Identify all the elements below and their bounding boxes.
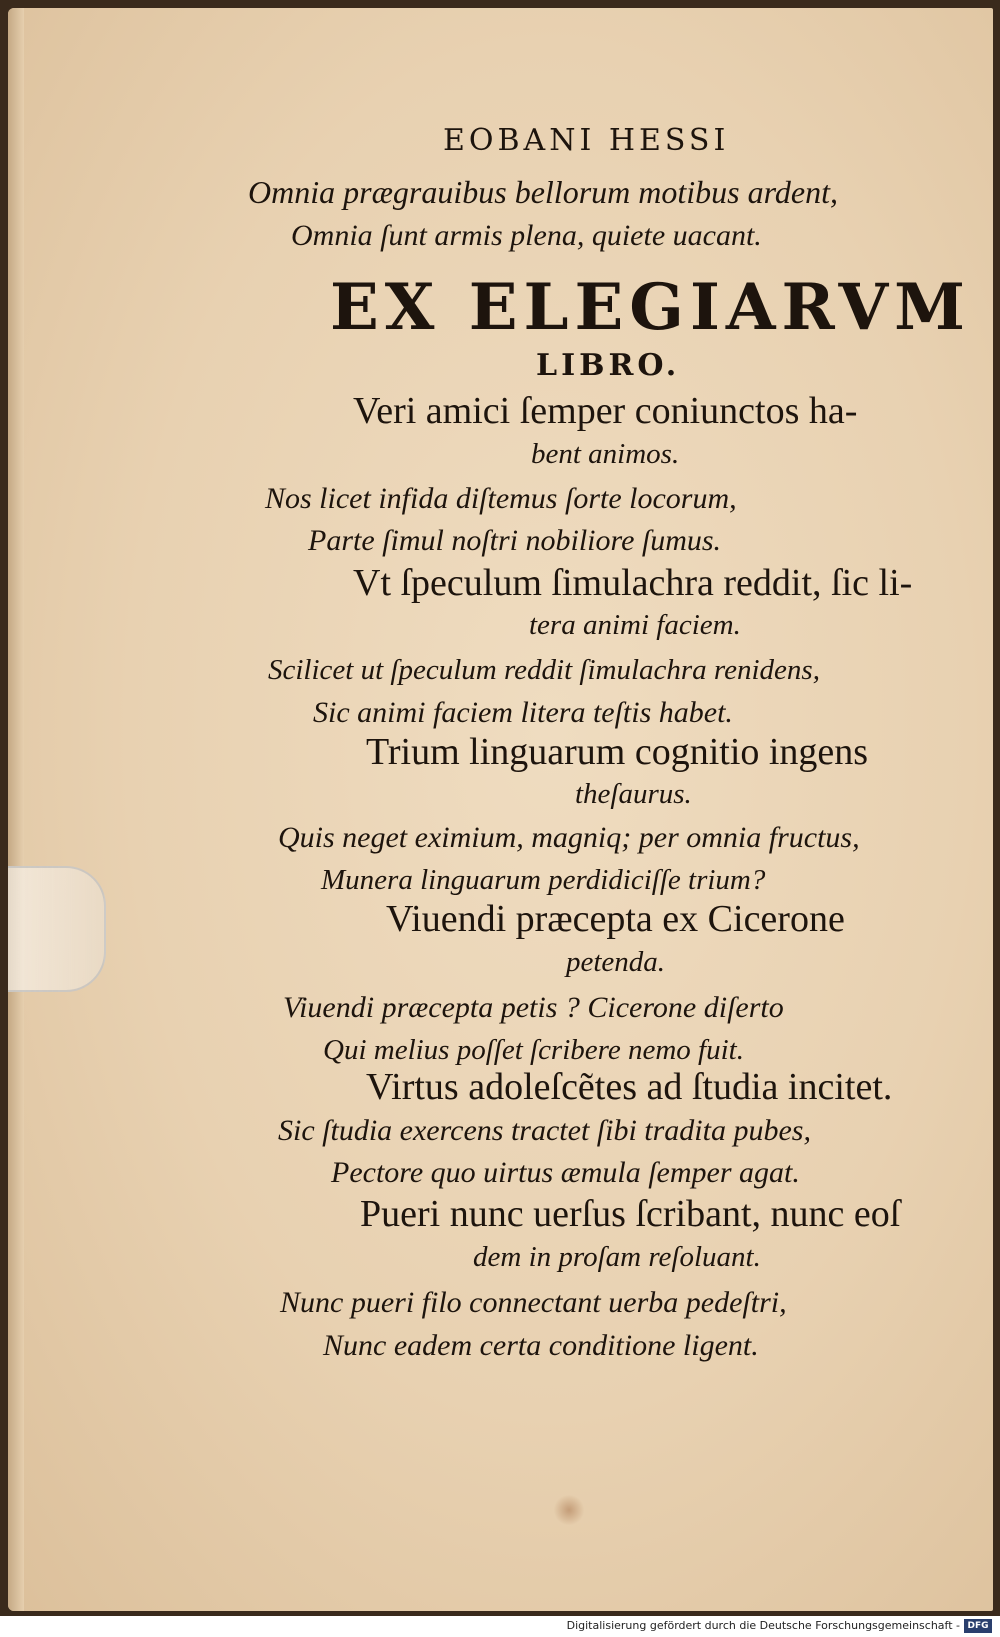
digitization-footer bbox=[0, 1616, 1000, 1637]
verse-heading-5: Virtus adoleſcẽtes ad ſtudia incitet. bbox=[366, 1066, 893, 1108]
section-title: EX ELEGIARVM bbox=[330, 270, 971, 345]
verse-heading-6b: dem in proſam reſoluant. bbox=[473, 1241, 761, 1273]
verse-line: Nunc eadem certa conditione ligent. bbox=[323, 1329, 759, 1362]
page-gutter bbox=[8, 8, 24, 1611]
verse-line: Munera linguarum perdidiciſſe trium? bbox=[321, 864, 766, 896]
verse-heading-4a: Viuendi præcepta ex Cicerone bbox=[386, 898, 845, 940]
page-clip bbox=[8, 866, 106, 992]
verse-line: Sic animi faciem litera teſtis habet. bbox=[313, 696, 733, 729]
verse-heading-3b: theſaurus. bbox=[575, 778, 692, 810]
verse-heading-2b: tera animi faciem. bbox=[529, 609, 741, 641]
verse-line: Quis neget eximium, magniq; per omnia fructus, bbox=[278, 821, 860, 854]
intro-line-2: Omnia ſunt armis plena, quiete uacant. bbox=[291, 219, 762, 252]
verse-heading-6a: Pueri nunc uerſus ſcribant, nunc eoſ bbox=[360, 1193, 901, 1235]
verse-heading-1a: Veri amici ſemper coniunctos ha- bbox=[353, 390, 858, 432]
funding-credit: Digitalisierung gefördert durch die Deutsche Forschungsgemeinschaft - bbox=[566, 1619, 960, 1632]
section-subtitle: LIBRO. bbox=[536, 348, 681, 383]
verse-line: Sic ſtudia exercens tractet ſibi tradita pubes, bbox=[278, 1114, 811, 1147]
book-page bbox=[8, 8, 993, 1611]
verse-heading-3a: Trium linguarum cognitio ingens bbox=[366, 731, 869, 773]
dfg-logo-icon: DFG bbox=[964, 1619, 992, 1633]
verse-heading-1b: bent animos. bbox=[531, 438, 680, 470]
verse-heading-4b: petenda. bbox=[566, 946, 666, 978]
paper-stain bbox=[553, 1495, 585, 1525]
verse-line: Qui melius poſſet ſcribere nemo fuit. bbox=[323, 1034, 744, 1066]
verse-line: Viuendi præcepta petis ? Cicerone diſerto bbox=[283, 991, 784, 1024]
verse-line: Scilicet ut ſpeculum reddit ſimulachra renidens, bbox=[268, 654, 820, 686]
verse-line: Parte ſimul noſtri nobiliore ſumus. bbox=[308, 524, 722, 557]
verse-line: Nos licet infida diſtemus ſorte locorum, bbox=[265, 482, 737, 515]
verse-line: Pectore quo uirtus æmula ſemper agat. bbox=[331, 1156, 800, 1189]
intro-line-1: Omnia prægrauibus bellorum motibus ardent, bbox=[248, 174, 838, 210]
verse-heading-2a: Vt ſpeculum ſimulachra reddit, ſic li- bbox=[353, 562, 913, 604]
verse-line: Nunc pueri filo connectant uerba pedeſtri, bbox=[280, 1286, 787, 1319]
running-header: EOBANI HESSI bbox=[443, 123, 730, 158]
